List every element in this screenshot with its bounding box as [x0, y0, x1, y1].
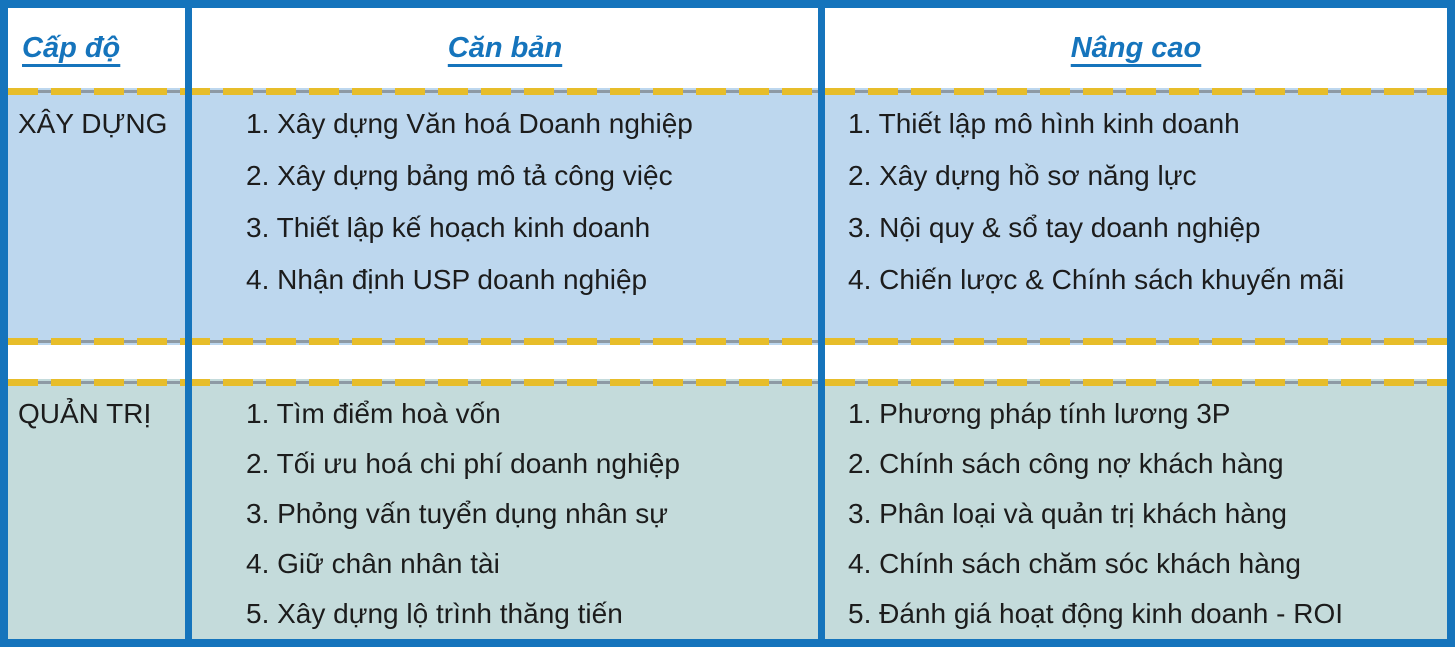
course-item: 4. Chính sách chăm sóc khách hàng [848, 548, 1301, 579]
course-item: 4. Chiến lược & Chính sách khuyến mãi [848, 264, 1345, 295]
header-cell-level [8, 8, 185, 88]
header-level-label: Cấp độ [22, 31, 121, 64]
course-item: 1. Tìm điểm hoà vốn [246, 398, 501, 429]
course-item: 2. Xây dựng hồ sơ năng lực [848, 160, 1197, 191]
course-item: 3. Phỏng vấn tuyển dụng nhân sự [246, 498, 668, 529]
course-item: 3. Phân loại và quản trị khách hàng [848, 498, 1287, 529]
gap-cell-advanced [818, 345, 1447, 379]
row-label: QUẢN TRỊ [18, 398, 152, 429]
row-gap [8, 345, 1447, 379]
course-item: 1. Xây dựng Văn hoá Doanh nghiệp [246, 108, 693, 139]
course-item: 3. Nội quy & sổ tay doanh nghiệp [848, 212, 1261, 243]
course-item: 1. Thiết lập mô hình kinh doanh [848, 108, 1240, 139]
course-item: 5. Đánh giá hoạt động kinh doanh - ROI [848, 598, 1344, 629]
row-management [8, 379, 1447, 639]
building-basic-list [185, 88, 818, 345]
header-basic-label: Căn bản [447, 31, 563, 64]
management-advanced-list [818, 379, 1447, 639]
header-cell-advanced [818, 8, 1447, 88]
course-item: 2. Xây dựng bảng mô tả công việc [246, 160, 673, 191]
header-row [8, 8, 1447, 88]
row-management-label-cell [8, 379, 185, 639]
course-item: 5. Xây dựng lộ trình thăng tiến [246, 598, 623, 629]
header-cell-basic [185, 8, 818, 88]
course-item: 4. Nhận định USP doanh nghiệp [246, 264, 648, 295]
header-advanced-label: Nâng cao [1070, 31, 1202, 64]
course-item: 4. Giữ chân nhân tài [246, 548, 500, 579]
row-label: XÂY DỰNG [18, 108, 168, 139]
course-item: 2. Chính sách công nợ khách hàng [848, 448, 1284, 479]
course-item: 2. Tối ưu hoá chi phí doanh nghiệp [246, 448, 680, 479]
gap-cell-level [8, 345, 185, 379]
course-item: 1. Phương pháp tính lương 3P [848, 398, 1231, 429]
row-building-label-cell [8, 88, 185, 345]
management-basic-list [185, 379, 818, 639]
building-advanced-list [818, 88, 1447, 345]
gap-cell-basic [185, 345, 818, 379]
course-item: 3. Thiết lập kế hoạch kinh doanh [246, 212, 651, 243]
row-building [8, 88, 1447, 345]
